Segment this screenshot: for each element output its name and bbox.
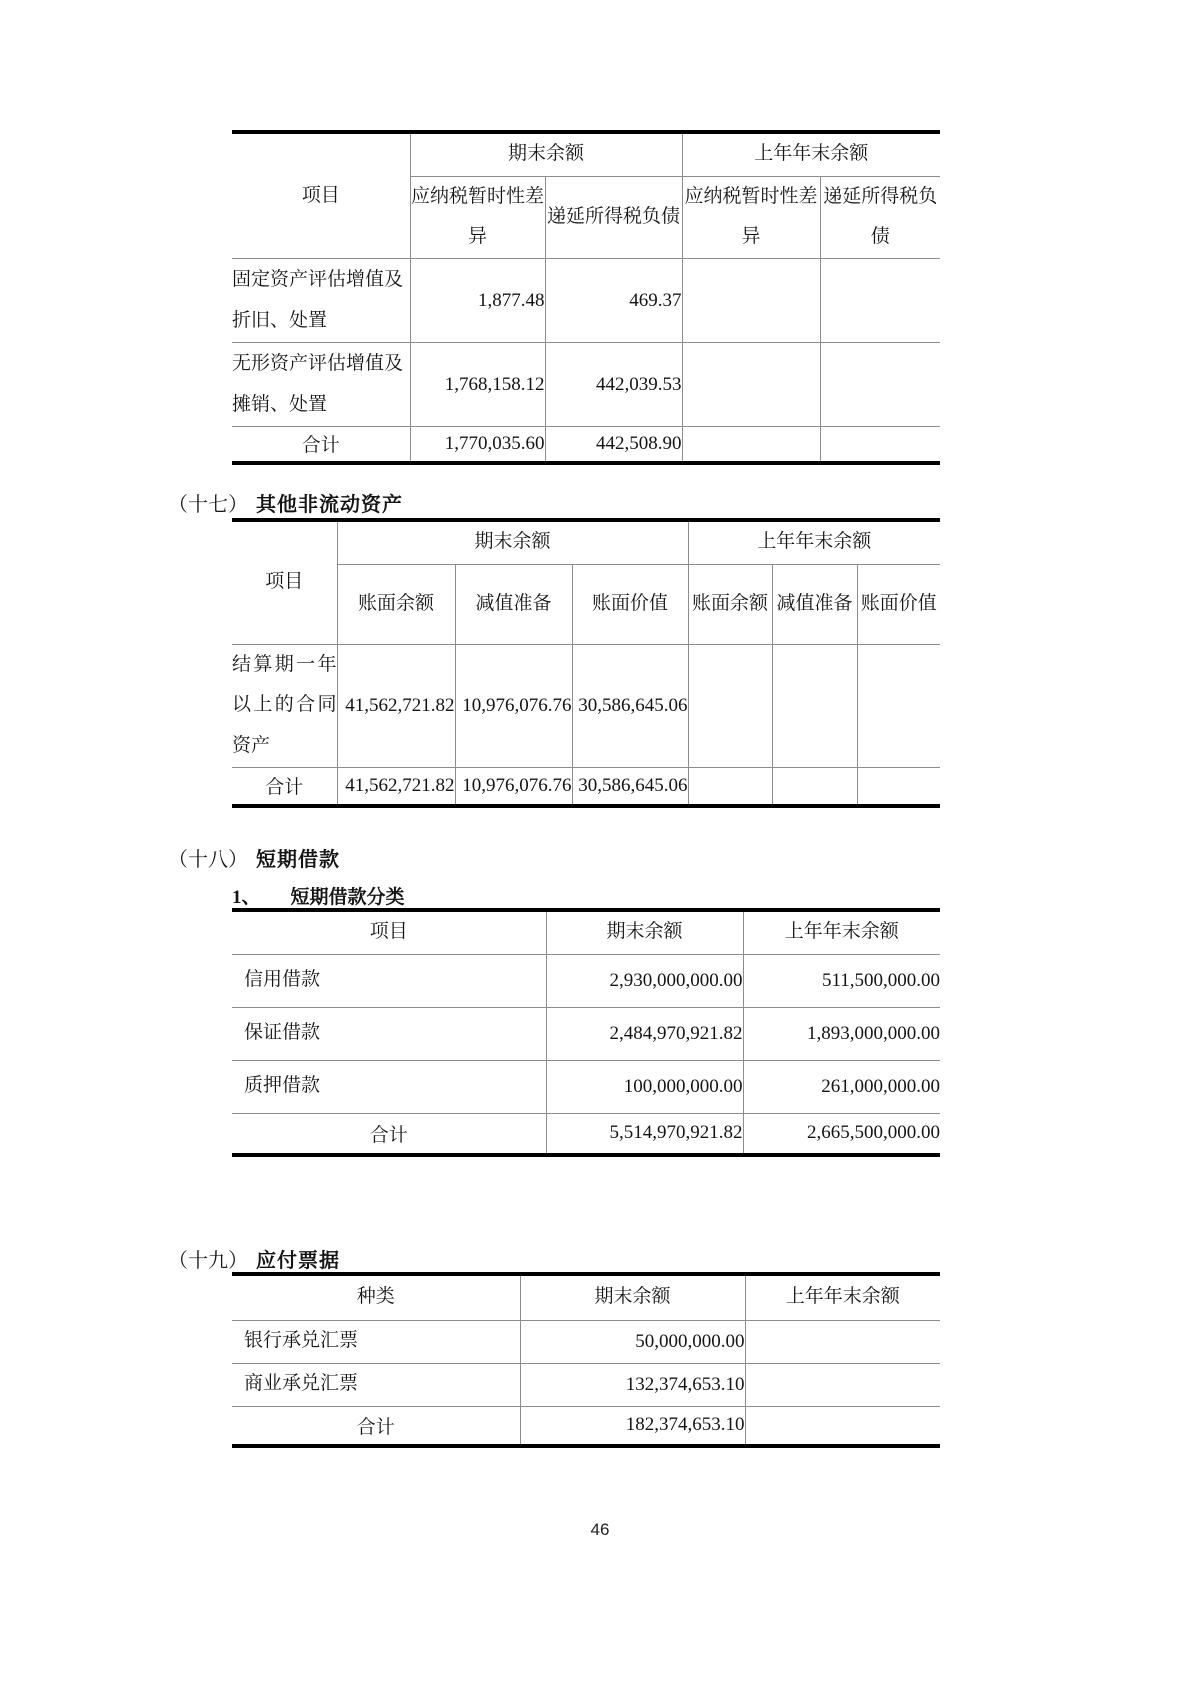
- row-label: 信用借款: [232, 954, 546, 1007]
- column-header: 应纳税暂时性差异: [410, 176, 545, 259]
- cell-value: 132,374,653.10: [520, 1363, 745, 1406]
- cell-value: 1,893,000,000.00: [743, 1007, 940, 1060]
- cell-value: [820, 259, 940, 343]
- cell-value: [745, 1406, 940, 1446]
- cell-value: [857, 644, 940, 768]
- subsection-number: 1、: [232, 887, 261, 908]
- cell-value: [688, 768, 772, 806]
- cell-value: 2,665,500,000.00: [743, 1113, 940, 1155]
- column-header: 递延所得税负债: [545, 176, 682, 259]
- cell-value: 1,770,035.60: [410, 427, 545, 463]
- cell-value: [688, 644, 772, 768]
- cell-value: [682, 343, 820, 427]
- row-label: 商业承兑汇票: [232, 1363, 520, 1406]
- table-total-row: [232, 1406, 940, 1446]
- section-title: 应付票据: [256, 1250, 340, 1272]
- cell-value: 261,000,000.00: [743, 1060, 940, 1113]
- column-header: 账面余额: [688, 564, 772, 644]
- table-row: [232, 1007, 940, 1060]
- cell-value: [857, 768, 940, 806]
- row-label: 固定资产评估增值及折旧、处置: [232, 259, 410, 343]
- column-header: 账面价值: [857, 564, 940, 644]
- column-group-header: 上年年末余额: [682, 132, 940, 176]
- table-row: [232, 954, 940, 1007]
- column-header: 期末余额: [546, 910, 743, 954]
- table-group-header-row: [232, 132, 940, 176]
- cell-value: [772, 768, 857, 806]
- cell-value: 2,930,000,000.00: [546, 954, 743, 1007]
- total-label: 合计: [232, 1113, 546, 1155]
- table-row: [232, 1363, 940, 1406]
- cell-value: 30,586,645.06: [572, 644, 688, 768]
- cell-value: 50,000,000.00: [520, 1320, 745, 1363]
- row-label: 结算期一年以上的合同资产: [232, 644, 337, 768]
- section-18-heading: [168, 843, 340, 872]
- total-label: 合计: [232, 427, 410, 463]
- notes-payable-table: [232, 1272, 940, 1448]
- deferred-tax-table: [232, 130, 940, 465]
- cell-value: 469.37: [545, 259, 682, 343]
- row-label: 质押借款: [232, 1060, 546, 1113]
- row-label: 无形资产评估增值及摊销、处置: [232, 343, 410, 427]
- column-header: 减值准备: [772, 564, 857, 644]
- cell-value: 41,562,721.82: [337, 644, 455, 768]
- column-group-header: 期末余额: [337, 520, 688, 564]
- cell-value: 30,586,645.06: [572, 768, 688, 806]
- table-header-row: [232, 1274, 940, 1320]
- table-header-row: [232, 910, 940, 954]
- table-sub-header-row: [232, 564, 940, 644]
- column-group-header: 上年年末余额: [688, 520, 940, 564]
- cell-value: [682, 427, 820, 463]
- table-total-row: [232, 768, 940, 806]
- total-label: 合计: [232, 768, 337, 806]
- cell-value: [745, 1320, 940, 1363]
- section-18-subheading: [232, 882, 405, 909]
- table-row: [232, 644, 940, 768]
- total-label: 合计: [232, 1406, 520, 1446]
- short-term-loans-table: [232, 908, 940, 1157]
- column-header: 种类: [356, 1286, 395, 1308]
- cell-value: 511,500,000.00: [743, 954, 940, 1007]
- cell-value: 442,039.53: [545, 343, 682, 427]
- section-title: 短期借款: [256, 849, 340, 871]
- column-header: 期末余额: [520, 1274, 745, 1320]
- table-row: [232, 343, 940, 427]
- section-17-heading: [168, 488, 403, 517]
- column-header: 账面价值: [572, 564, 688, 644]
- other-noncurrent-assets-table: [232, 518, 940, 808]
- column-header: 递延所得税负债: [820, 176, 940, 259]
- section-title: 其他非流动资产: [256, 494, 403, 516]
- table-group-header-row: [232, 520, 940, 564]
- cell-value: 442,508.90: [545, 427, 682, 463]
- cell-value: 5,514,970,921.82: [546, 1113, 743, 1155]
- cell-value: 182,374,653.10: [520, 1406, 745, 1446]
- table-row: [232, 259, 940, 343]
- cell-value: [820, 343, 940, 427]
- column-header: 应纳税暂时性差异: [682, 176, 820, 259]
- cell-value: 10,976,076.76: [455, 644, 572, 768]
- column-header: 项目: [265, 571, 304, 593]
- row-label: 保证借款: [232, 1007, 546, 1060]
- cell-value: 100,000,000.00: [546, 1060, 743, 1113]
- column-group-header: 期末余额: [410, 132, 682, 176]
- table-row: [232, 1060, 940, 1113]
- cell-value: [772, 644, 857, 768]
- cell-value: [820, 427, 940, 463]
- cell-value: 41,562,721.82: [337, 768, 455, 806]
- section-number: （十九）: [168, 1250, 248, 1272]
- table-total-row: [232, 1113, 940, 1155]
- cell-value: 2,484,970,921.82: [546, 1007, 743, 1060]
- cell-value: 1,877.48: [410, 259, 545, 343]
- row-label: 银行承兑汇票: [232, 1320, 520, 1363]
- column-header: 减值准备: [455, 564, 572, 644]
- page-number: 46: [590, 1520, 610, 1539]
- cell-value: 10,976,076.76: [455, 768, 572, 806]
- subsection-title: 短期借款分类: [290, 887, 405, 908]
- table-row: [232, 1320, 940, 1363]
- cell-value: 1,768,158.12: [410, 343, 545, 427]
- column-header: 账面余额: [337, 564, 455, 644]
- column-header: 上年年末余额: [745, 1274, 940, 1320]
- column-header: 项目: [369, 921, 408, 943]
- column-header: 上年年末余额: [743, 910, 940, 954]
- section-number: （十七）: [168, 494, 248, 516]
- cell-value: [682, 259, 820, 343]
- section-19-heading: [168, 1244, 340, 1273]
- table-total-row: [232, 427, 940, 463]
- column-header: 项目: [301, 184, 340, 206]
- section-number: （十八）: [168, 849, 248, 871]
- cell-value: [745, 1363, 940, 1406]
